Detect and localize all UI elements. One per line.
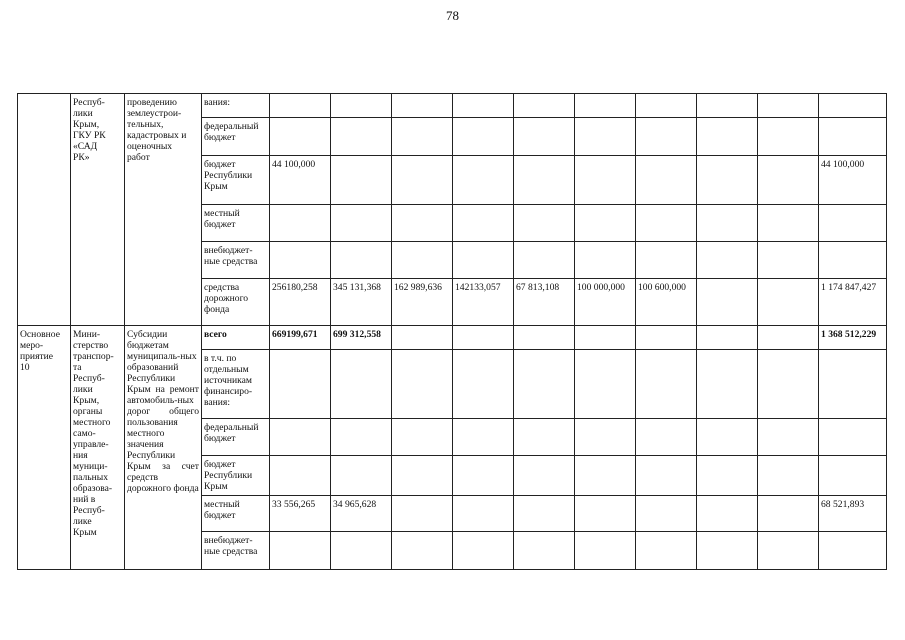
bottom-value-cell <box>636 532 697 570</box>
bottom-source-cell: внебюджет- ные средства <box>202 532 270 570</box>
bottom-value-cell <box>758 326 819 350</box>
bottom-value-cell <box>392 350 453 419</box>
top-source-cell: вания: <box>202 94 270 118</box>
top-source-cell: средства дорожного фонда <box>202 279 270 326</box>
bottom-value-cell <box>514 350 575 419</box>
bottom-value-cell <box>392 456 453 496</box>
top-value-cell <box>453 242 514 279</box>
top-value-cell: 142133,057 <box>453 279 514 326</box>
top-value-cell <box>575 242 636 279</box>
top-value-cell <box>636 118 697 156</box>
bottom-value-cell <box>392 326 453 350</box>
bottom-value-cell: 699 312,558 <box>331 326 392 350</box>
top-value-cell <box>514 118 575 156</box>
top-item-cell <box>18 94 71 326</box>
top-value-cell <box>758 118 819 156</box>
top-value-cell: 44 100,000 <box>270 156 331 205</box>
bottom-value-cell: 68 521,893 <box>819 496 887 532</box>
top-value-cell <box>758 94 819 118</box>
top-value-cell <box>270 205 331 242</box>
top-value-cell <box>758 205 819 242</box>
top-value-cell <box>392 118 453 156</box>
bottom-value-cell <box>697 419 758 456</box>
bottom-value-cell <box>758 456 819 496</box>
bottom-value-cell <box>392 496 453 532</box>
bottom-source-cell: в т.ч. по отдельным источникам финансиро- вания: <box>202 350 270 419</box>
table-row <box>18 94 887 118</box>
bottom-value-cell <box>270 532 331 570</box>
bottom-value-cell <box>331 350 392 419</box>
bottom-value-cell: 1 368 512,229 <box>819 326 887 350</box>
top-value-cell <box>453 156 514 205</box>
top-source-cell: внебюджет- ные средства <box>202 242 270 279</box>
top-value-cell: 44 100,000 <box>819 156 887 205</box>
top-value-cell <box>331 156 392 205</box>
bottom-value-cell <box>636 419 697 456</box>
top-value-cell <box>270 242 331 279</box>
top-value-cell <box>392 94 453 118</box>
bottom-value-cell <box>453 532 514 570</box>
top-value-cell <box>697 94 758 118</box>
top-value-cell <box>575 156 636 205</box>
bottom-value-cell <box>758 532 819 570</box>
top-value-cell <box>636 156 697 205</box>
bottom-value-cell <box>575 419 636 456</box>
top-executor-cell: Респуб- лики Крым, ГКУ РК «САД РК» <box>71 94 125 326</box>
top-value-cell: 100 600,000 <box>636 279 697 326</box>
bottom-value-cell <box>575 326 636 350</box>
top-value-cell <box>575 205 636 242</box>
bottom-value-cell <box>697 326 758 350</box>
bottom-value-cell <box>331 532 392 570</box>
top-value-cell: 1 174 847,427 <box>819 279 887 326</box>
bottom-value-cell <box>392 532 453 570</box>
bottom-value-cell: 34 965,628 <box>331 496 392 532</box>
bottom-value-cell <box>331 456 392 496</box>
bottom-value-cell <box>575 456 636 496</box>
top-value-cell <box>331 242 392 279</box>
bottom-value-cell <box>453 419 514 456</box>
financing-table <box>17 93 887 570</box>
top-value-cell <box>575 118 636 156</box>
top-value-cell: 100 000,000 <box>575 279 636 326</box>
bottom-value-cell <box>453 326 514 350</box>
top-value-cell <box>636 242 697 279</box>
bottom-value-cell <box>758 350 819 419</box>
table-row <box>18 326 887 350</box>
top-value-cell <box>636 205 697 242</box>
bottom-value-cell <box>514 419 575 456</box>
top-source-cell: бюджет Республики Крым <box>202 156 270 205</box>
top-value-cell <box>514 94 575 118</box>
top-value-cell <box>758 279 819 326</box>
bottom-value-cell <box>392 419 453 456</box>
top-value-cell <box>514 205 575 242</box>
top-value-cell <box>758 156 819 205</box>
bottom-value-cell <box>575 350 636 419</box>
bottom-value-cell <box>453 496 514 532</box>
top-value-cell <box>697 279 758 326</box>
bottom-value-cell <box>819 419 887 456</box>
top-source-cell: федеральный бюджет <box>202 118 270 156</box>
top-value-cell <box>514 156 575 205</box>
top-value-cell <box>758 242 819 279</box>
bottom-value-cell <box>636 496 697 532</box>
bottom-value-cell <box>697 456 758 496</box>
bottom-value-cell <box>331 419 392 456</box>
bottom-value-cell <box>514 532 575 570</box>
top-value-cell <box>819 94 887 118</box>
top-value-cell: 162 989,636 <box>392 279 453 326</box>
top-value-cell <box>697 118 758 156</box>
bottom-value-cell <box>819 456 887 496</box>
bottom-value-cell <box>453 350 514 419</box>
top-value-cell <box>331 94 392 118</box>
top-value-cell <box>331 205 392 242</box>
bottom-value-cell <box>697 350 758 419</box>
bottom-value-cell <box>514 326 575 350</box>
top-value-cell <box>697 205 758 242</box>
bottom-value-cell <box>819 350 887 419</box>
top-value-cell <box>514 242 575 279</box>
bottom-value-cell <box>636 326 697 350</box>
bottom-value-cell <box>575 496 636 532</box>
bottom-value-cell <box>697 532 758 570</box>
top-measure-cell: проведению землеустрои- тельных, кадастровых и оценочных работ <box>125 94 202 326</box>
bottom-source-cell: местный бюджет <box>202 496 270 532</box>
top-value-cell <box>819 118 887 156</box>
bottom-item-cell: Основное меро- приятие 10 <box>18 326 71 570</box>
top-value-cell <box>270 118 331 156</box>
top-value-cell <box>697 156 758 205</box>
bottom-value-cell: 33 556,265 <box>270 496 331 532</box>
bottom-value-cell <box>575 532 636 570</box>
bottom-value-cell <box>514 496 575 532</box>
bottom-value-cell <box>758 496 819 532</box>
bottom-executor-cell: Мини- стерство транспор- та Респуб- лики Крым, органы местного само- управле- ния муници- пальных образова- ний в Респуб- лике Крым <box>71 326 125 570</box>
bottom-value-cell <box>819 532 887 570</box>
bottom-source-cell: бюджет Республики Крым <box>202 456 270 496</box>
top-value-cell <box>453 118 514 156</box>
top-value-cell <box>575 94 636 118</box>
bottom-value-cell <box>636 350 697 419</box>
top-value-cell: 67 813,108 <box>514 279 575 326</box>
bottom-value-cell <box>514 456 575 496</box>
page-number: 78 <box>446 8 459 23</box>
bottom-source-cell: всего <box>202 326 270 350</box>
bottom-value-cell <box>270 419 331 456</box>
top-value-cell <box>392 205 453 242</box>
top-value-cell <box>453 205 514 242</box>
bottom-value-cell <box>697 496 758 532</box>
bottom-value-cell <box>758 419 819 456</box>
top-value-cell: 256180,258 <box>270 279 331 326</box>
top-value-cell <box>270 94 331 118</box>
top-value-cell <box>819 242 887 279</box>
top-value-cell <box>636 94 697 118</box>
bottom-value-cell <box>453 456 514 496</box>
top-value-cell <box>697 242 758 279</box>
bottom-value-cell <box>270 350 331 419</box>
bottom-source-cell: федеральный бюджет <box>202 419 270 456</box>
bottom-value-cell: 669199,671 <box>270 326 331 350</box>
top-source-cell: местный бюджет <box>202 205 270 242</box>
top-value-cell <box>392 156 453 205</box>
bottom-value-cell <box>270 456 331 496</box>
top-value-cell <box>819 205 887 242</box>
top-value-cell <box>331 118 392 156</box>
top-value-cell: 345 131,368 <box>331 279 392 326</box>
top-value-cell <box>453 94 514 118</box>
bottom-measure-cell: Субсидии бюджетам муниципаль-ных образований Республики Крым на ремонт автомобиль-ных дорог общего пользования местного значения Республики Крым за счет средств дорожного фонда <box>125 326 202 570</box>
top-value-cell <box>392 242 453 279</box>
bottom-value-cell <box>636 456 697 496</box>
